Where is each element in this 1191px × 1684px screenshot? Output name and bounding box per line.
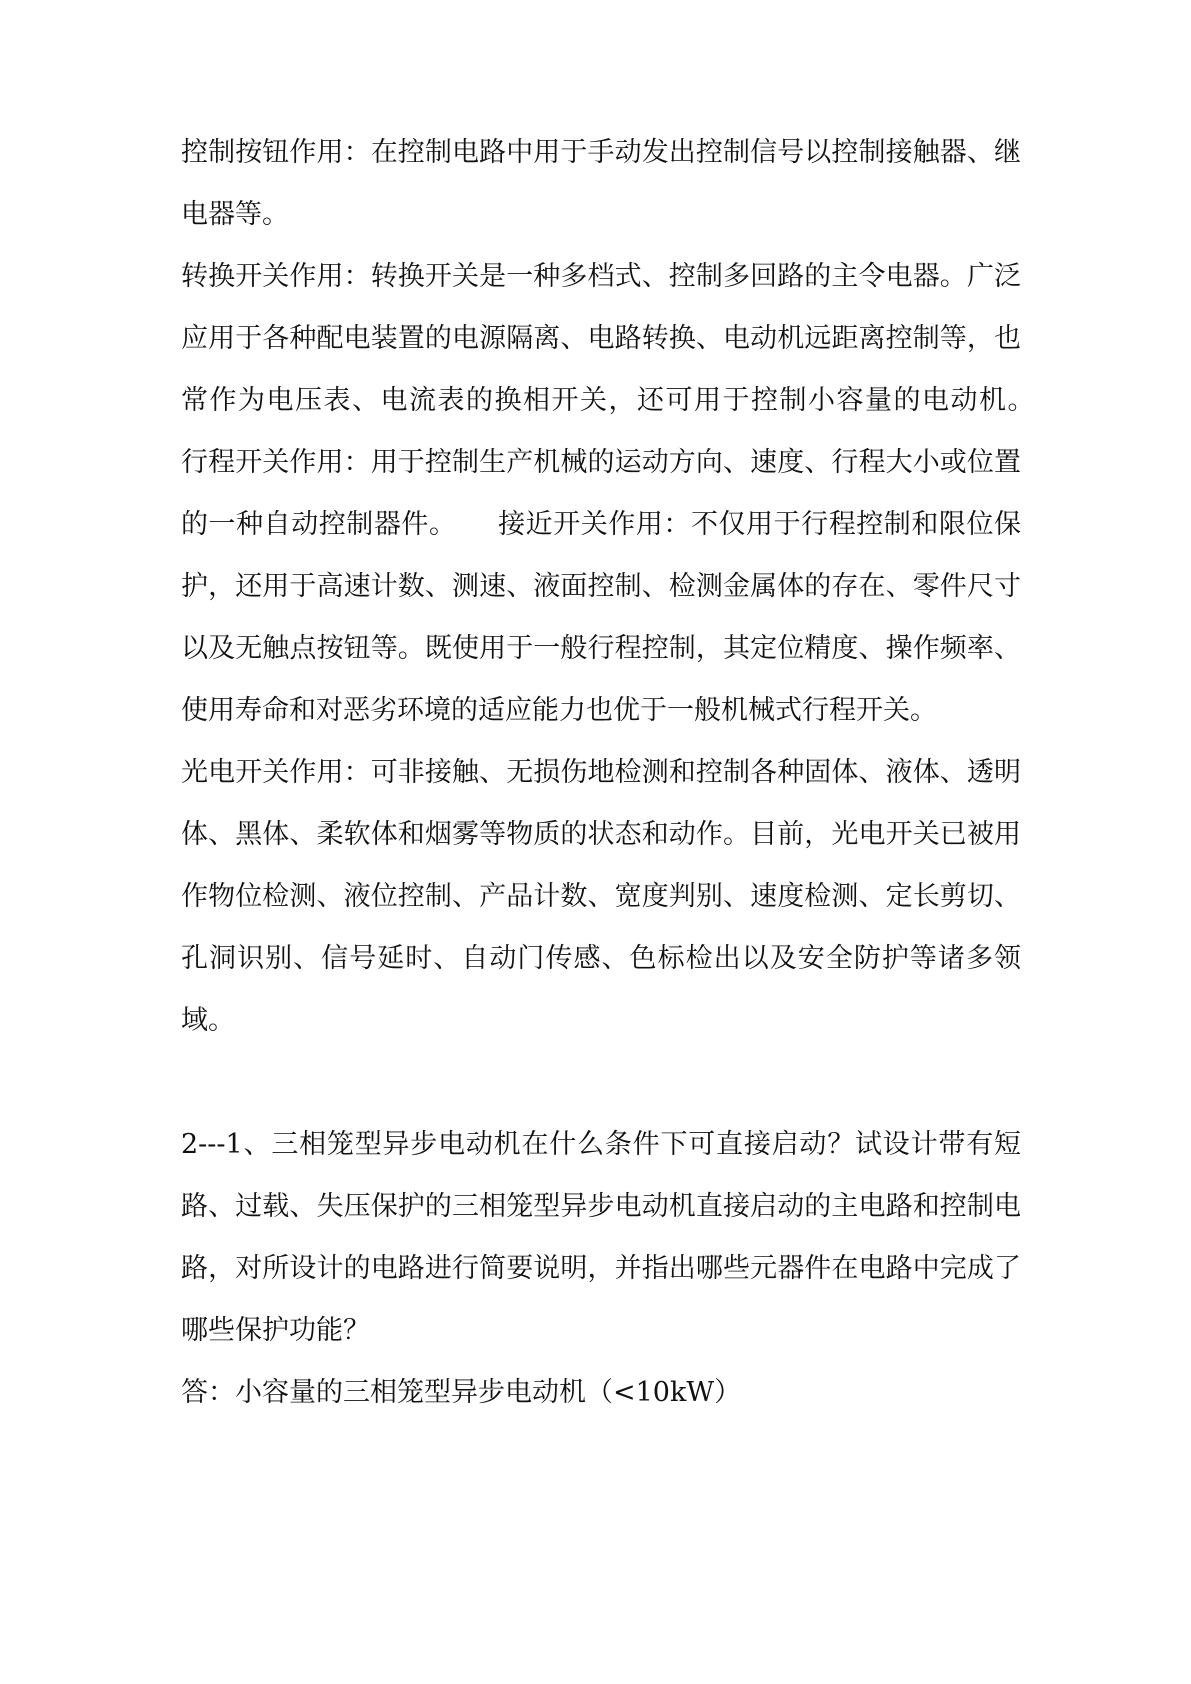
paragraph-answer: 答：小容量的三相笼型异步电动机（<10kW） bbox=[181, 1377, 742, 1408]
paragraph-question: 2---1、三相笼型异步电动机在什么条件下可直接启动？试设计带有短路、过载、失压保护的三相笼型异步电动机直接启动的主电路和控制电路，对所设计的电路进行简要说明，并指出哪些元器件在电路中完成了哪些保护功能？ bbox=[181, 1129, 1021, 1346]
document-body bbox=[181, 122, 1048, 1424]
paragraph-switches: 转换开关作用：转换开关是一种多档式、控制多回路的主令电器。广泛应用于各种配电装置的电源隔离、电路转换、电动机远距离控制等，也常作为电压表、电流表的换相开关，还可用于控制小容量的电动机。 行程开关作用：用于控制生产机械的运动方向、速度、行程大小或位置的一种自动控制器件。 接近开关作用：不仅用于行程控制和限位保护，还用于高速计数、测速、液面控制、检测金属体的存在、零件尺寸以及无触点按钮等。既使用于一般行程控制，其定位精度、操作频率、使用寿命和对恶劣环境的适应能力也优于一般机械式行程开关。 bbox=[181, 261, 1048, 726]
paragraph-control-button: 控制按钮作用：在控制电路中用于手动发出控制信号以控制接触器、继电器等。 bbox=[181, 137, 1021, 230]
blank-line bbox=[181, 1052, 1021, 1114]
paragraph-photoelectric-switch: 光电开关作用：可非接触、无损伤地检测和控制各种固体、液体、透明体、黑体、柔软体和烟雾等物质的状态和动作。目前，光电开关已被用作物位检测、液位控制、产品计数、宽度判别、速度检测、定长剪切、孔洞识别、信号延时、自动门传感、色标检出以及安全防护等诸多领域。 bbox=[181, 757, 1021, 1036]
